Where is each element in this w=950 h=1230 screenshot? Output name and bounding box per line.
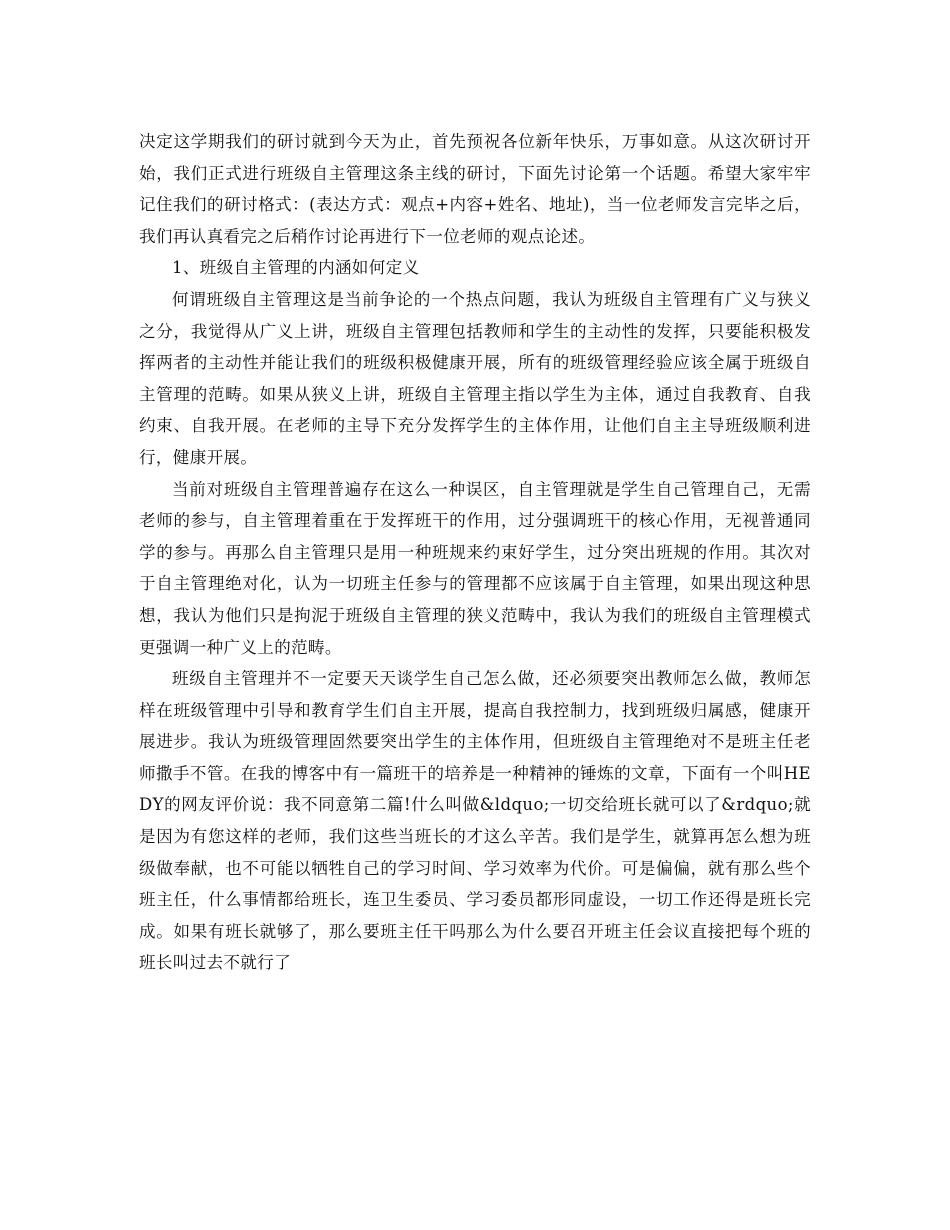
document-body [139,126,811,979]
body-paragraph-misconception: 当前对班级自主管理普遍存在这么一种误区，自主管理就是学生自己管理自己，无需老师的参与，自主管理着重在于发挥班干的作用，过分强调班干的核心作用，无视普通同学的参与。再那么自主管理只是用一种班规来约束好学生，过分突出班规的作用。其次对于自主管理绝对化，认为一切班主任参与的管理都不应该属于自主管理，如果出现这种思想，我认为他们只是拘泥于班级自主管理的狭义范畴中，我认为我们的班级自主管理模式更强调一种广义上的范畴。 [139,479,811,657]
intro-paragraph: 决定这学期我们的研讨就到今天为止，首先预祝各位新年快乐，万事如意。从这次研讨开始，我们正式进行班级自主管理这条主线的研讨，下面先讨论第一个话题。希望大家牢牢记住我们的研讨格式：(表达方式：观点+内容+姓名、地址)，当一位老师发言完毕之后，我们再认真看完之后稍作讨论再进行下一位老师的观点论述。 [139,132,811,246]
section-heading: 1、班级自主管理的内涵如何定义 [172,258,420,278]
body-paragraph-teacher-role: 班级自主管理并不一定要天天谈学生自己怎么做，还必须要突出教师怎么做，教师怎样在班级管理中引导和教育学生们自主开展，提高自我控制力，找到班级归属感，健康开展进步。我认为班级管理固然要突出学生的主体作用，但班级自主管理绝对不是班主任老师撒手不管。在我的博客中有一篇班干的培养是一种精神的锤炼的文章，下面有一个叫HEDY的网友评价说：我不同意第二篇!什么叫做&ldquo;一切交给班长就可以了&rdquo;就是因为有您这样的老师，我们这些当班长的才这么辛苦。我们是学生，就算再怎么想为班级做奉献，也不可能以牺牲自己的学习时间、学习效率为代价。可是偏偏，就有那么些个班主任，什么事情都给班长，连卫生委员、学习委员都形同虚设，一切工作还得是班长完成。如果有班长就够了，那么要班主任干吗那么为什么要召开班主任会议直接把每个班的班长叫过去不就行了 [139,669,811,973]
body-paragraph-definition: 何谓班级自主管理这是当前争论的一个热点问题，我认为班级自主管理有广义与狭义之分，我觉得从广义上讲，班级自主管理包括教师和学生的主动性的发挥，只要能积极发挥两者的主动性并能让我们的班级积极健康开展，所有的班级管理经验应该全属于班级自主管理的范畴。如果从狭义上讲，班级自主管理主指以学生为主体，通过自我教育、自我约束、自我开展。在老师的主导下充分发挥学生的主体作用，让他们自主主导班级顺利进行，健康开展。 [139,289,811,467]
